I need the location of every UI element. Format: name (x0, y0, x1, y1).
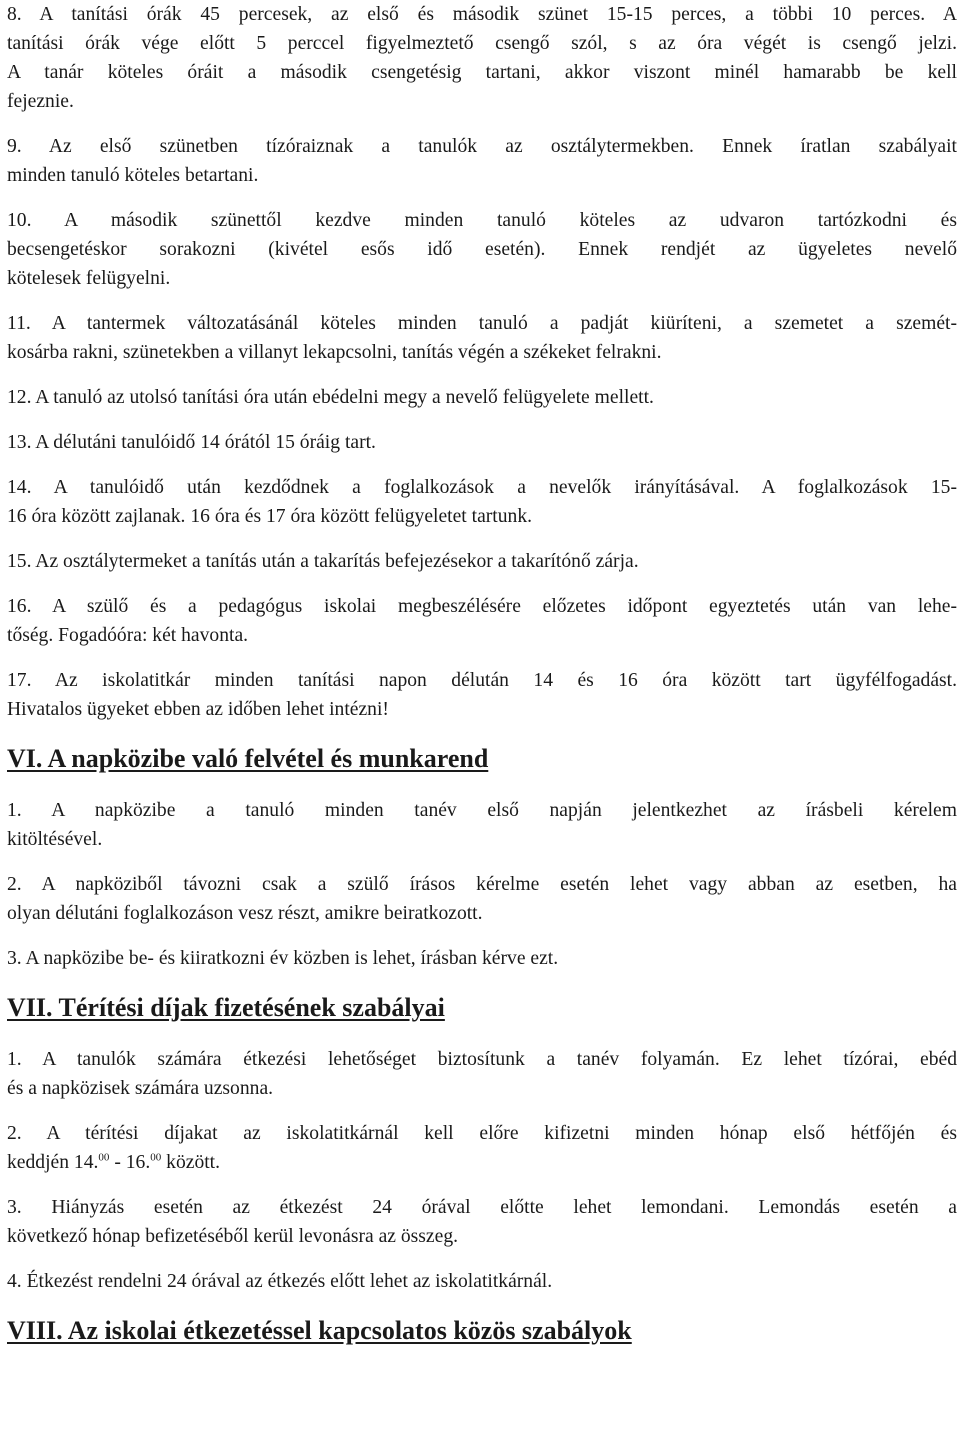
rule-paragraph (7, 428, 957, 457)
paragraph-line: 17. Az iskolatitkár minden tanítási napon délután 14 és 16 óra között tart ügyfélfogadást. (7, 670, 957, 691)
time-text: között. (161, 1152, 221, 1173)
rule-paragraph (7, 1045, 957, 1103)
time-superscript: 00 (150, 1151, 162, 1164)
rule-paragraph (7, 309, 957, 367)
paragraph-line: 11. A tantermek változatásánál köteles minden tanuló a padját kiüríteni, a szemetet a szemét- (7, 313, 957, 334)
paragraph-line: 14. A tanulóidő után kezdődnek a foglalkozások a nevelők irányításával. A foglalkozások 15- (7, 477, 957, 498)
paragraph-line: becsengetéskor sorakozni (kivétel esős idő esetén). Ennek rendjét az ügyeletes nevelő (7, 239, 957, 260)
paragraph-line: 16. A szülő és a pedagógus iskolai megbeszélésére előzetes időpont egyeztetés után van lehe- (7, 596, 957, 617)
rule-paragraph (7, 383, 957, 412)
paragraph-line (7, 1148, 957, 1177)
rule-paragraph (7, 944, 957, 973)
rule-paragraph (7, 0, 957, 116)
paragraph-line: kötelesek felügyelni. (7, 268, 171, 289)
rule-paragraph (7, 796, 957, 854)
section-heading: VI. A napközibe való felvétel és munkarend (7, 744, 489, 773)
paragraph-line: kosárba rakni, szünetekben a villanyt lekapcsolni, tanítás végén a székeket felrakni. (7, 342, 662, 363)
paragraph-line: 13. A délutáni tanulóidő 14 órától 15 óráig tart. (7, 432, 376, 453)
paragraph-line: 1. A napközibe a tanuló minden tanév első napján jelentkezhet az írásbeli kérelem (7, 800, 957, 821)
paragraph-line: Hivatalos ügyeket ebben az időben lehet intézni! (7, 699, 389, 720)
paragraph-line: 16 óra között zajlanak. 16 óra és 17 óra között felügyeletet tartunk. (7, 506, 533, 527)
paragraph-line: 3. Hiányzás esetén az étkezést 24 órával előtte lehet lemondani. Lemondás esetén a (7, 1197, 957, 1218)
section-heading: VIII. Az iskolai étkezetéssel kapcsolatos közös szabályok (7, 1316, 632, 1345)
paragraph-line: 15. Az osztálytermeket a tanítás után a takarítás befejezésekor a takarítónő zárja. (7, 551, 639, 572)
section-heading: VII. Térítési díjak fizetésének szabályai (7, 993, 445, 1022)
paragraph-line: 12. A tanuló az utolsó tanítási óra után ebédelni megy a nevelő felügyelete mellett. (7, 387, 654, 408)
paragraph-line: 4. Étkezést rendelni 24 órával az étkezés előtt lehet az iskolatitkárnál. (7, 1271, 553, 1292)
paragraph-line: 2. A napköziből távozni csak a szülő írásos kérelme esetén lehet vagy abban az esetben, ha (7, 874, 957, 895)
document-page (7, 0, 957, 1368)
paragraph-line: 9. Az első szünetben tízóraiznak a tanulók az osztálytermekben. Ennek íratlan szabályait (7, 136, 957, 157)
paragraph-line: következő hónap befizetéséből kerül levonásra az összeg. (7, 1226, 459, 1247)
rule-paragraph (7, 666, 957, 724)
paragraph-line: minden tanuló köteles betartani. (7, 165, 259, 186)
rule-paragraph (7, 592, 957, 650)
paragraph-line: kitöltésével. (7, 829, 103, 850)
paragraph-line: és a napközisek számára uzsonna. (7, 1078, 274, 1099)
time-text: - 16. (109, 1152, 151, 1173)
paragraph-line: 8. A tanítási órák 45 percesek, az első és második szünet 15-15 perces, a többi 10 perces. A (7, 4, 957, 25)
paragraph-line: 10. A második szünettől kezdve minden tanuló köteles az udvaron tartózkodni és (7, 210, 957, 231)
rule-paragraph (7, 132, 957, 190)
time-superscript: 00 (98, 1151, 110, 1164)
paragraph-line: fejeznie. (7, 91, 74, 112)
paragraph-line: 1. A tanulók számára étkezési lehetőséget biztosítunk a tanév folyamán. Ez lehet tízórai, ebéd (7, 1049, 957, 1070)
rule-paragraph (7, 1193, 957, 1251)
rule-paragraph (7, 1119, 957, 1177)
rule-paragraph (7, 547, 957, 576)
paragraph-line: olyan délutáni foglalkozáson vesz részt, amikre beiratkozott. (7, 903, 483, 924)
rule-paragraph (7, 870, 957, 928)
rule-paragraph (7, 473, 957, 531)
paragraph-line: 2. A térítési díjakat az iskolatitkárnál kell előre kifizetni minden hónap első hétfőjén és (7, 1123, 957, 1144)
time-text: keddjén 14. (7, 1152, 99, 1173)
paragraph-line: A tanár köteles óráit a második csengetésig tartani, akkor viszont minél hamarabb be kell (7, 62, 957, 83)
paragraph-line: tőség. Fogadóóra: két havonta. (7, 625, 249, 646)
paragraph-line: tanítási órák vége előtt 5 perccel figyelmeztető csengő szól, s az óra végét is csengő jelzi. (7, 33, 957, 54)
rule-paragraph (7, 1267, 957, 1296)
rule-paragraph (7, 206, 957, 293)
paragraph-line: 3. A napközibe be- és kiiratkozni év közben is lehet, írásban kérve ezt. (7, 948, 559, 969)
